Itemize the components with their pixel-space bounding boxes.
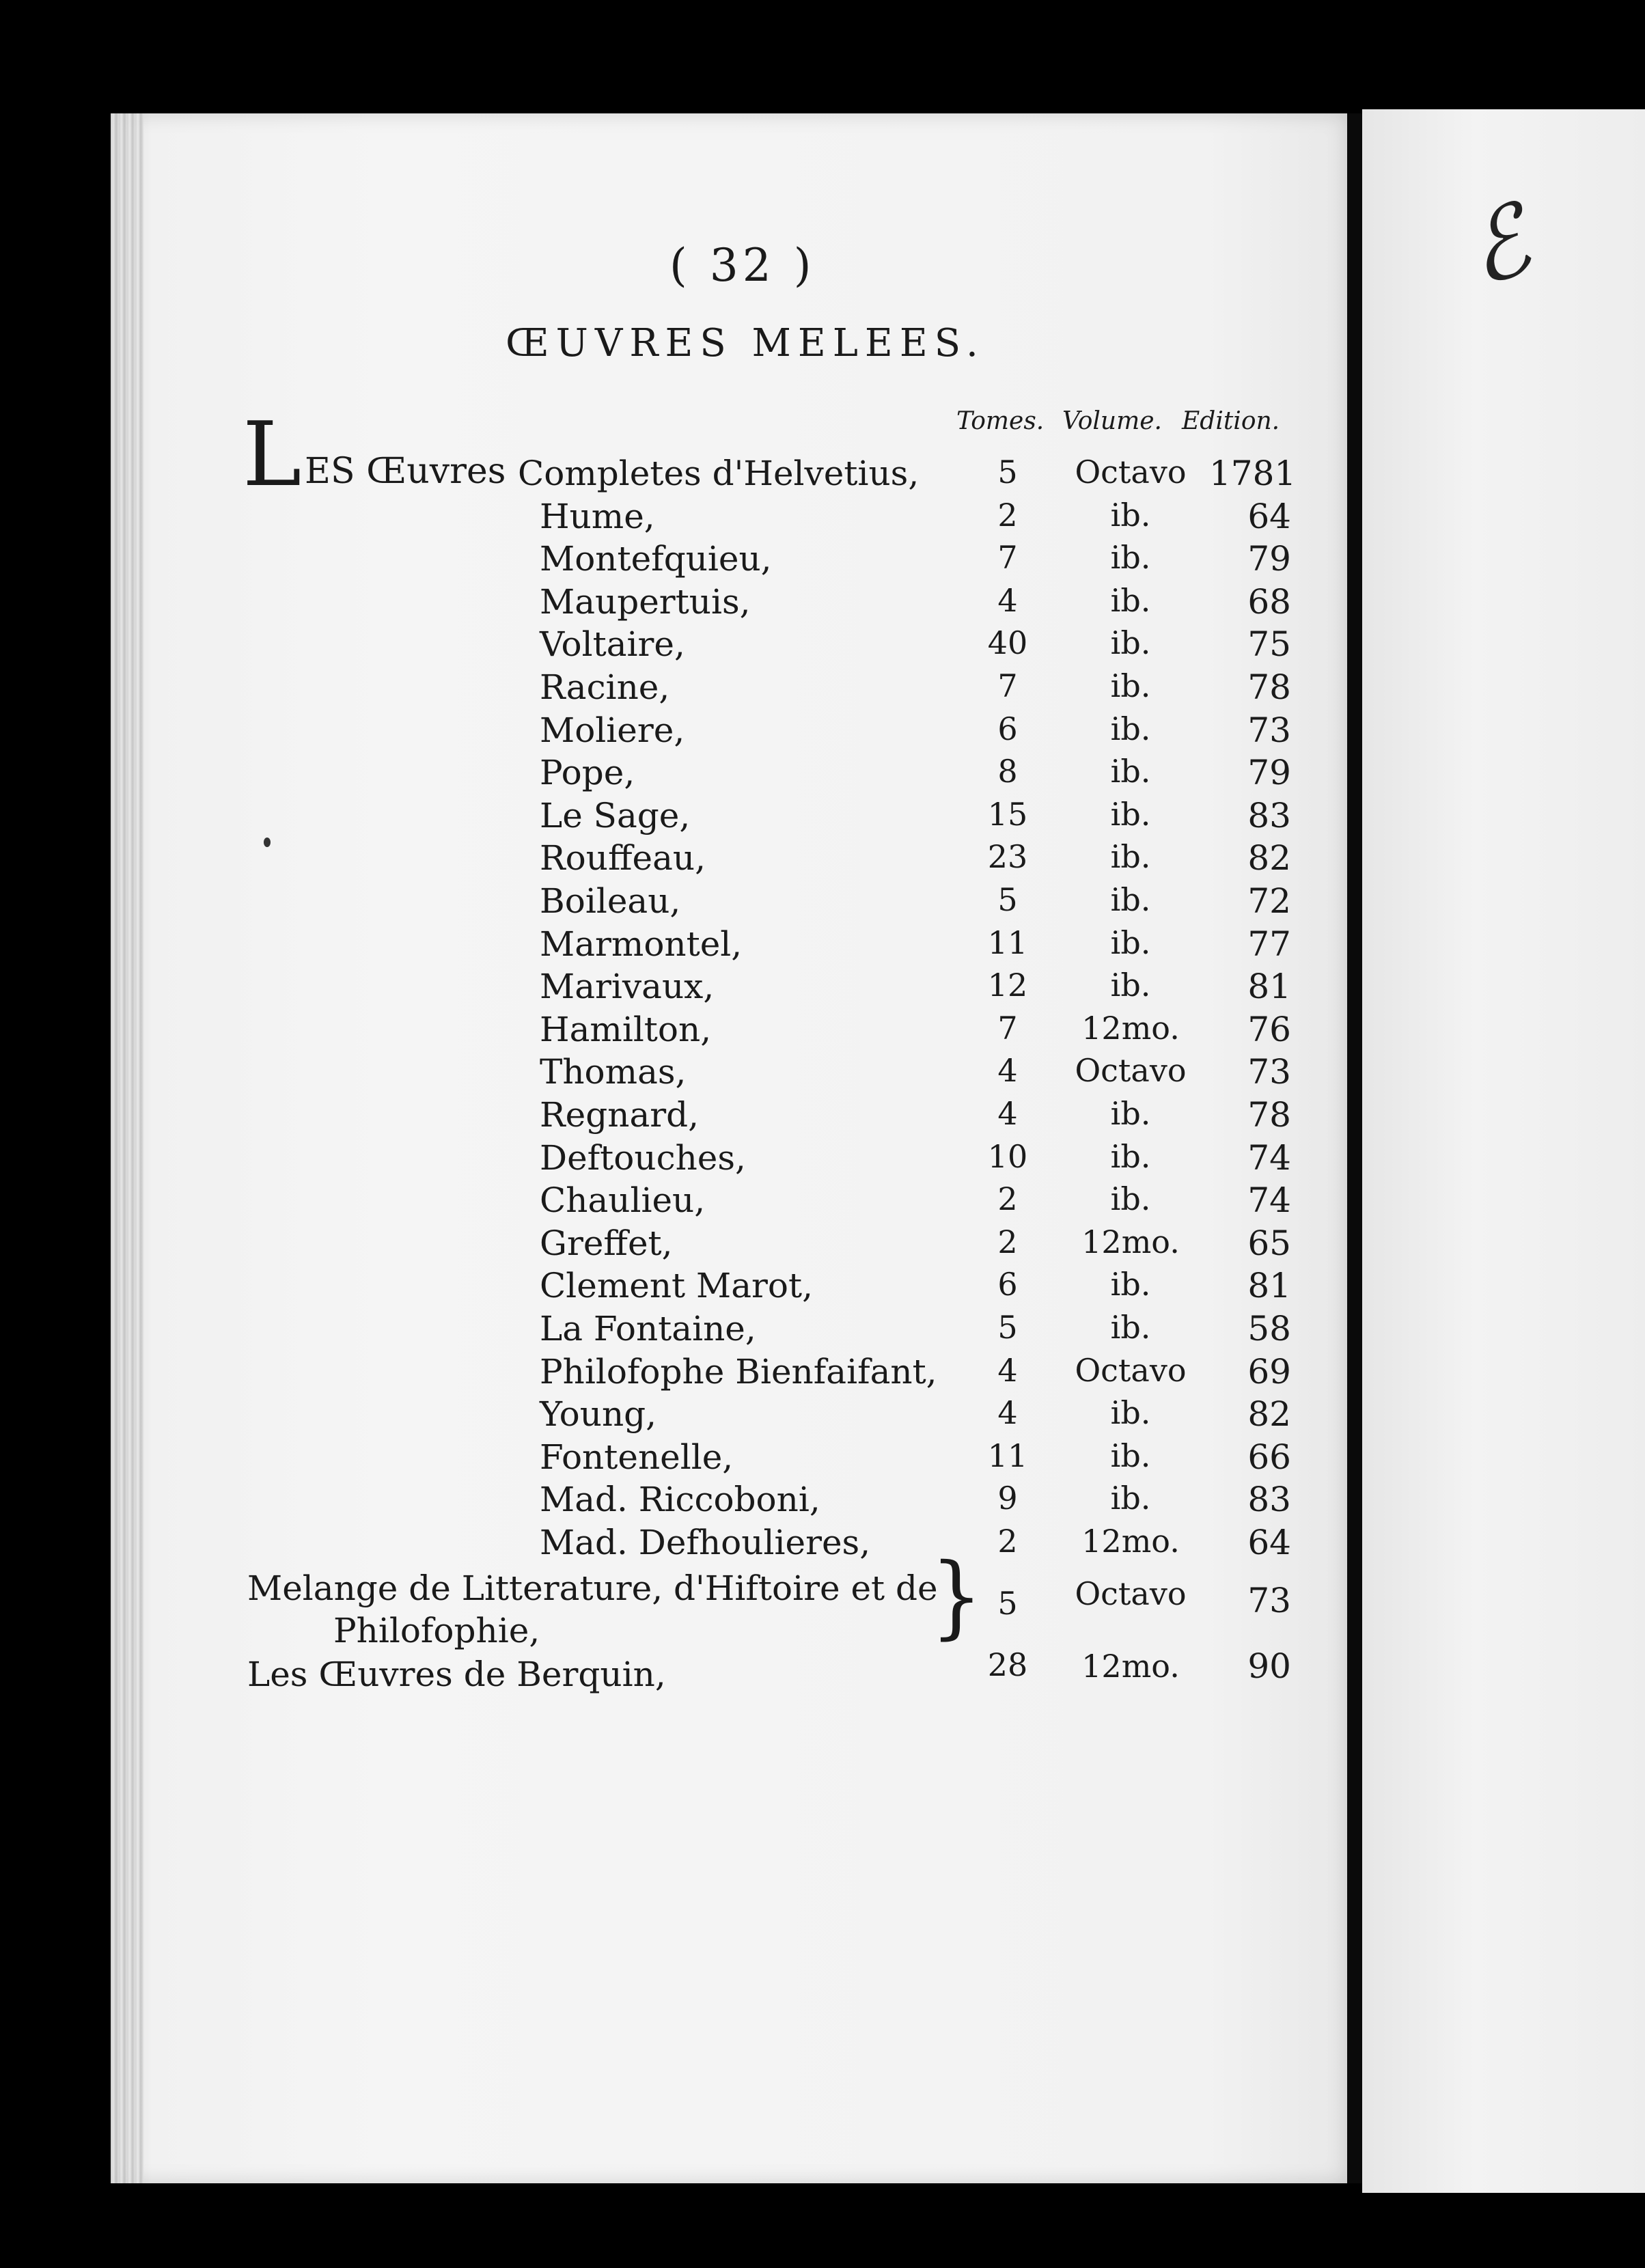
melange-title-line2: Philofophie, [333, 1611, 540, 1650]
row-edition: 68 [1247, 582, 1291, 622]
row-tomes: 4 [997, 1052, 1018, 1089]
row-tomes: 5 [997, 454, 1018, 490]
row-tomes: 7 [997, 1010, 1018, 1047]
row-tomes: 9 [997, 1480, 1018, 1517]
row-author: Maupertuis, [540, 582, 751, 622]
row-author: Marmontel, [540, 924, 743, 964]
ink-speck [264, 838, 271, 847]
row-volume: ib. [1110, 967, 1151, 1004]
row-volume: ib. [1110, 497, 1151, 534]
row-volume: ib. [1110, 1437, 1151, 1474]
row-author: Rouffeau, [540, 838, 706, 878]
row-volume: ib. [1110, 753, 1151, 790]
row-edition: 69 [1247, 1352, 1291, 1392]
melange-title-line1: Melange de Litterature, d'Hiftoire et de [247, 1568, 938, 1608]
row-tomes: 4 [997, 1095, 1018, 1132]
row-author: Chaulieu, [540, 1180, 706, 1220]
row-edition: 74 [1247, 1180, 1291, 1220]
row-tomes: 11 [987, 924, 1028, 961]
row-edition: 74 [1247, 1138, 1291, 1178]
row-volume: ib. [1110, 1394, 1151, 1431]
row-edition: 77 [1247, 924, 1291, 964]
row-author: Montefquieu, [540, 539, 772, 579]
column-header-volume: Volume. [1062, 407, 1162, 435]
row-author: Pope, [540, 753, 635, 792]
berquin-tomes: 28 [987, 1646, 1028, 1683]
gutter-shadow [1347, 113, 1362, 2183]
row-tomes: 7 [997, 539, 1018, 576]
row-tomes: 5 [997, 881, 1018, 918]
row-volume: ib. [1110, 1266, 1151, 1303]
row-edition: 82 [1247, 1394, 1291, 1434]
row-volume: ib. [1110, 1180, 1151, 1217]
row-author: Completes d'Helvetius, [518, 454, 920, 493]
row-edition: 79 [1247, 753, 1291, 792]
berquin-edition: 90 [1247, 1646, 1291, 1686]
row-edition: 81 [1247, 967, 1291, 1006]
row-author: Greffet, [540, 1223, 673, 1263]
row-volume: ib. [1110, 539, 1151, 576]
facing-page [1362, 109, 1645, 2193]
row-edition: 78 [1247, 667, 1291, 707]
row-author: Regnard, [540, 1095, 700, 1135]
row-edition: 75 [1247, 624, 1291, 664]
row-tomes: 15 [987, 796, 1028, 833]
column-header-tomes: Tomes. [956, 407, 1045, 435]
row-tomes: 2 [997, 497, 1018, 534]
row-volume: ib. [1110, 1095, 1151, 1132]
row-author: Racine, [540, 667, 670, 707]
row-tomes: 40 [987, 624, 1028, 661]
row-edition: 1781 [1209, 454, 1297, 493]
row-edition: 73 [1247, 1052, 1291, 1092]
row-volume: Octavo [1075, 454, 1187, 490]
row-volume: ib. [1110, 1480, 1151, 1517]
row-tomes: 11 [987, 1437, 1028, 1474]
brace-icon: } [930, 1545, 983, 1649]
row-edition: 78 [1247, 1095, 1291, 1135]
melange-volume: Octavo [1075, 1575, 1187, 1612]
row-tomes: 4 [997, 582, 1018, 619]
row-volume: ib. [1110, 1138, 1151, 1175]
row-tomes: 6 [997, 710, 1018, 747]
row-volume: ib. [1110, 796, 1151, 833]
row-author: Mad. Defhoulieres, [540, 1523, 871, 1562]
row-tomes: 2 [997, 1223, 1018, 1260]
row-edition: 79 [1247, 539, 1291, 579]
row-author: Clement Marot, [540, 1266, 814, 1305]
row-author: Voltaire, [540, 624, 685, 664]
melange-edition: 73 [1247, 1581, 1291, 1620]
dropcap: L [243, 402, 302, 506]
row-author: Marivaux, [540, 967, 715, 1006]
melange-tomes: 5 [997, 1585, 1018, 1622]
berquin-volume: 12mo. [1081, 1648, 1180, 1685]
row-tomes: 7 [997, 667, 1018, 704]
row-tomes: 12 [987, 967, 1028, 1004]
row-edition: 66 [1247, 1437, 1291, 1477]
row-edition: 83 [1247, 1480, 1291, 1519]
row-volume: 12mo. [1081, 1010, 1180, 1047]
row-author: Deftouches, [540, 1138, 746, 1178]
row-edition: 65 [1247, 1223, 1291, 1263]
row-author: Philofophe Bienfaifant, [540, 1352, 937, 1392]
row-author: Thomas, [540, 1052, 687, 1092]
row-tomes: 4 [997, 1352, 1018, 1389]
row-tomes: 2 [997, 1180, 1018, 1217]
row-volume: ib. [1110, 582, 1151, 619]
row-edition: 64 [1247, 1523, 1291, 1562]
page-title: ŒUVRES MELEES. [506, 321, 985, 365]
row-edition: 72 [1247, 881, 1291, 921]
row-edition: 82 [1247, 838, 1291, 878]
row-edition: 76 [1247, 1010, 1291, 1049]
row-edition: 81 [1247, 1266, 1291, 1305]
row-volume: ib. [1110, 881, 1151, 918]
row-author: La Fontaine, [540, 1309, 756, 1349]
row-edition: 73 [1247, 710, 1291, 750]
lead-text: ES Œuvres [305, 451, 506, 492]
row-edition: 64 [1247, 497, 1291, 536]
row-tomes: 4 [997, 1394, 1018, 1431]
row-volume: ib. [1110, 667, 1151, 704]
row-tomes: 10 [987, 1138, 1028, 1175]
facing-page-fragment-icon: ℰ [1451, 184, 1545, 309]
row-volume: 12mo. [1081, 1523, 1180, 1560]
row-author: Fontenelle, [540, 1437, 734, 1477]
page-number: ( 32 ) [669, 239, 816, 292]
row-author: Mad. Riccoboni, [540, 1480, 820, 1519]
column-header-edition: Edition. [1182, 407, 1280, 435]
row-author: Hume, [540, 497, 655, 536]
row-author: Hamilton, [540, 1010, 712, 1049]
berquin-title: Les Œuvres de Berquin, [247, 1655, 666, 1694]
row-tomes: 23 [987, 838, 1028, 875]
row-volume: Octavo [1075, 1352, 1187, 1389]
row-author: Young, [540, 1394, 657, 1434]
row-volume: ib. [1110, 1309, 1151, 1346]
row-tomes: 8 [997, 753, 1018, 790]
row-tomes: 5 [997, 1309, 1018, 1346]
row-author: Le Sage, [540, 796, 691, 835]
row-volume: Octavo [1075, 1052, 1187, 1089]
page-edge [111, 113, 143, 2183]
row-tomes: 6 [997, 1266, 1018, 1303]
row-volume: 12mo. [1081, 1223, 1180, 1260]
row-volume: ib. [1110, 710, 1151, 747]
row-edition: 83 [1247, 796, 1291, 835]
row-volume: ib. [1110, 838, 1151, 875]
row-volume: ib. [1110, 924, 1151, 961]
row-volume: ib. [1110, 624, 1151, 661]
row-author: Boileau, [540, 881, 681, 921]
row-tomes: 2 [997, 1523, 1018, 1560]
row-author: Moliere, [540, 710, 685, 750]
row-edition: 58 [1247, 1309, 1291, 1349]
